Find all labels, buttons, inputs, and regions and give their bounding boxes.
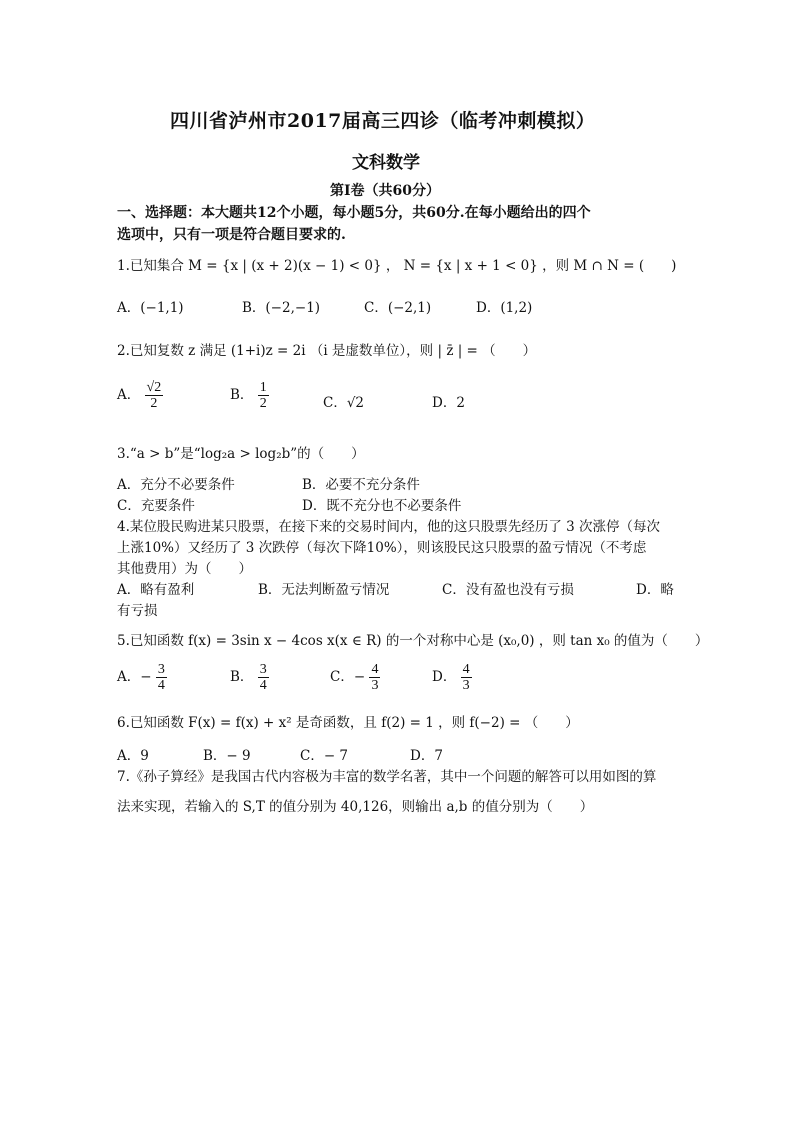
question-6-option-d: D．7 [410, 748, 443, 764]
question-2-option-b-fraction [258, 380, 269, 411]
fraction-denominator: 3 [371, 678, 379, 693]
question-5-option-b [230, 662, 269, 693]
question-3-stem: 3.“a > b”是“log₂a > log₂b”的（ ） [117, 446, 365, 462]
question-2-stem: 2.已知复数 z 满足 (1+i)z = 2i （i 是虚数单位），则 | z̄ | = （ ） [117, 343, 537, 359]
question-1-option-d: D．(1,2) [476, 300, 533, 316]
question-3-option-c: C．充要条件 [117, 498, 195, 514]
subject-title: 文科数学 [352, 153, 420, 173]
question-2-option-c: C．√2 [323, 395, 365, 411]
fraction-denominator: 2 [150, 396, 158, 411]
question-4-option-a: A．略有盈利 [117, 582, 195, 598]
question-4-option-b: B．无法判断盈亏情况 [258, 582, 390, 598]
question-3-option-b: B．必要不充分条件 [302, 477, 420, 493]
question-6-option-a: A．9 [117, 748, 149, 764]
question-4-option-c: C．没有盈也没有亏损 [442, 582, 574, 598]
question-5-option-d-fraction [461, 662, 472, 693]
question-4-option-d-wrap: 有亏损 [117, 603, 158, 619]
question-5-option-c [330, 662, 380, 693]
question-2-option-a [117, 380, 163, 411]
question-5-option-b-label: B． [230, 669, 254, 685]
question-5-option-c-label: C．− [330, 669, 366, 685]
question-1-option-c: C．(−2,1) [364, 300, 432, 316]
question-2-option-d: D．2 [432, 395, 465, 411]
question-6-stem: 6.已知函数 F(x) = f(x) + x² 是奇函数，且 f(2) = 1 ，则 f(−2) = （ ） [117, 715, 579, 731]
fraction-denominator: 3 [462, 678, 470, 693]
question-5-option-c-fraction [369, 662, 380, 693]
question-1-option-a: A．(−1,1) [117, 300, 184, 316]
question-5-stem: 5.已知函数 f(x) = 3sin x − 4cos x(x ∈ R) 的一个对称中心是 (x₀,0) ，则 tan x₀ 的值为（ ） [117, 633, 709, 649]
fraction-denominator: 4 [157, 678, 165, 693]
question-5-option-d-label: D． [432, 669, 457, 685]
question-5-option-a-label: A．− [117, 669, 152, 685]
question-4-line3: 其他费用）为（ ） [117, 561, 252, 577]
question-1-option-b: B．(−2,−1) [242, 300, 321, 316]
question-2-option-b [230, 380, 269, 411]
fraction-denominator: 4 [259, 678, 267, 693]
question-2-option-a-label: A． [117, 387, 141, 403]
section-instructions-line2: 选项中，只有一项是符合题目要求的. [117, 227, 346, 243]
section-instructions-line1: 一、选择题：本大题共12个小题，每小题5分，共60分.在每小题给出的四个 [117, 205, 591, 221]
question-7-line2: 法来实现，若输入的 S,T 的值分别为 40,126，则输出 a,b 的值分别为（ ） [117, 799, 594, 815]
question-4-line2: 上涨10%）又经历了 3 次跌停（每次下降10%），则该股民这只股票的盈亏情况（不考虑 [117, 540, 647, 556]
fraction-numerator: 1 [259, 380, 267, 395]
question-6-option-c: C．− 7 [300, 748, 349, 764]
question-4-line1: 4.某位股民购进某只股票，在接下来的交易时间内，他的这只股票先经历了 3 次涨停（每次 [117, 519, 661, 535]
question-6-option-b: B．− 9 [203, 748, 251, 764]
question-3-option-a: A．充分不必要条件 [117, 477, 235, 493]
fraction-numerator: 3 [157, 662, 165, 677]
fraction-numerator: 3 [259, 662, 267, 677]
question-5-option-b-fraction [258, 662, 269, 693]
question-5-option-d [432, 662, 472, 693]
question-5-option-a [117, 662, 167, 693]
question-1-stem: 1.已知集合 M = {x | (x + 2)(x − 1) < 0} ， N = {x | x + 1 < 0} ，则 M ∩ N = ( ) [117, 258, 677, 274]
question-4-option-d: D．略 [636, 582, 674, 598]
volume-title: 第Ⅰ卷（共60分） [330, 183, 441, 199]
page-title: 四川省泸州市2017届高三四诊（临考冲刺模拟） [170, 110, 596, 132]
question-2-option-b-label: B． [230, 387, 254, 403]
question-7-line1: 7.《孙子算经》是我国古代内容极为丰富的数学名著，其中一个问题的解答可以用如图的算 [117, 769, 657, 785]
question-5-option-a-fraction [156, 662, 167, 693]
question-3-option-d: D．既不充分也不必要条件 [302, 498, 462, 514]
question-2-option-a-fraction [145, 380, 164, 411]
fraction-numerator: 4 [371, 662, 379, 677]
fraction-numerator: √2 [146, 380, 162, 395]
fraction-denominator: 2 [259, 396, 267, 411]
fraction-numerator: 4 [462, 662, 470, 677]
